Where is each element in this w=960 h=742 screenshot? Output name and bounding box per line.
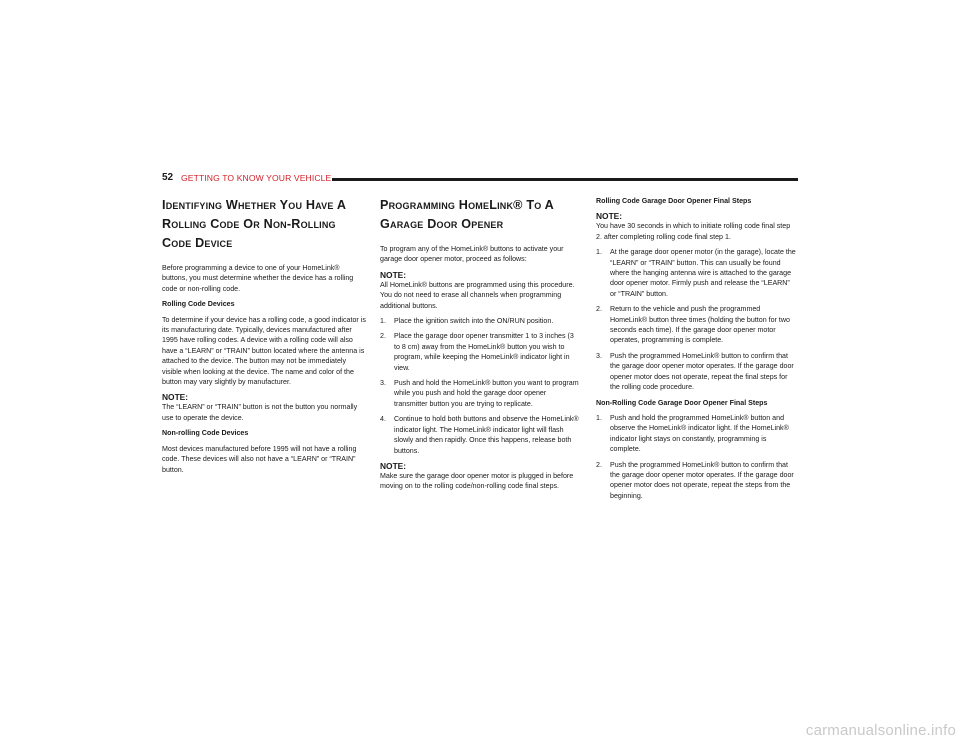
note-label: NOTE:	[380, 460, 407, 471]
subheading-non-rolling-final-steps: Non-Rolling Code Garage Door Opener Final Steps	[596, 398, 768, 407]
list-item	[380, 414, 580, 456]
subheading-rolling-code-devices: Rolling Code Devices	[162, 300, 235, 309]
step-number: 2.	[596, 460, 602, 469]
step-text: Push the programmed HomeLink® button to confirm that the garage door opener motor operates. If the garage door opener motor does not operate, repeat the steps from the beginning.	[610, 460, 794, 500]
heading-programming-homelink: Programming HomeLink® To A Garage Door Opener	[380, 198, 554, 231]
programming-steps-list	[380, 316, 580, 456]
step-number: 2.	[596, 305, 602, 314]
step-text: Return to the vehicle and push the programmed HomeLink® button three times (holding the button for two seconds each time). If the garage door opener motor operates, programming is complete.	[610, 305, 790, 345]
step-number: 2.	[380, 332, 386, 341]
note-text: All HomeLink® buttons are programmed using this procedure. You do not need to erase all channels when programming additional buttons.	[380, 280, 575, 310]
rolling-code-paragraph: To determine if your device has a rolling code, a good indicator is its manufacturing date. Typically, devices manufactured after 1995 have rolling codes. A device with a rolling code will also have a “LEARN” or “TRAIN” button located where the antenna is attached to the device. The button may not be immediately visible when looking at the device. The name and color of the button may vary slightly by manufacturer.	[162, 315, 366, 387]
step-number: 3.	[380, 379, 386, 388]
note-text: You have 30 seconds in which to initiate rolling code final step 2. after completing rolling code final step 1.	[596, 222, 791, 241]
step-number: 1.	[596, 413, 602, 422]
subheading-rolling-code-final-steps: Rolling Code Garage Door Opener Final Steps	[596, 197, 752, 205]
section-title: GETTING TO KNOW YOUR VEHICLE	[181, 173, 332, 183]
step-text: Place the garage door opener transmitter 1 to 3 inches (3 to 8 cm) away from the HomeLink® button you wish to program, while keeping the HomeLink® indicator light in view.	[394, 332, 574, 372]
note-text: Make sure the garage door opener motor is plugged in before moving on to the rolling code/non-rolling code final steps.	[380, 471, 574, 491]
step-number: 4.	[380, 415, 386, 424]
heading-identifying-rolling-code: Identifying Whether You Have A Rolling Code Or Non-Rolling Code Device	[162, 198, 346, 250]
note-label: NOTE:	[380, 269, 407, 280]
non-rolling-final-steps-list	[596, 413, 798, 501]
page-number: 52	[162, 172, 174, 183]
step-number: 1.	[380, 317, 386, 326]
intro-paragraph: Before programming a device to one of your HomeLink® buttons, you must determine whether the device has a rolling code or non-rolling code.	[162, 264, 354, 293]
header-rule	[332, 178, 798, 181]
step-text: Continue to hold both buttons and observe the HomeLink® indicator light. The HomeLink® indicator light will flash slowly and then rapidly. Once this happens, release both buttons.	[394, 415, 579, 455]
column-1	[162, 196, 366, 480]
note-label: NOTE:	[162, 392, 189, 403]
step-text: Push and hold the programmed HomeLink® button and observe the HomeLink® indicator light. If the HomeLink® indicator light stays on constantly, programming is complete.	[610, 413, 789, 454]
step-text: At the garage door opener motor (in the garage), locate the “LEARN” or “TRAIN” button. This can usually be found where the hanging antenna wire is attached to the garage door opener motor. Firmly push and release the “LEARN” or “TRAIN” button.	[610, 248, 796, 298]
list-item	[380, 316, 580, 326]
note-text: The “LEARN” or “TRAIN” button is not the button you normally use to operate the device.	[162, 403, 358, 422]
column-3	[596, 196, 798, 506]
list-item	[596, 304, 798, 346]
column-2	[380, 196, 580, 497]
subheading-non-rolling-code-devices: Non-rolling Code Devices	[162, 429, 249, 438]
intro-paragraph: To program any of the HomeLink® buttons to activate your garage door opener motor, proceed as follows:	[380, 245, 564, 264]
step-text: Push the programmed HomeLink® button to confirm that the garage door opener motor operates. If the garage door opener motor does not operate, repeat the final steps for the rolling code procedure.	[610, 351, 794, 392]
list-item	[596, 247, 798, 299]
step-text: Push and hold the HomeLink® button you want to program while you push and hold the garage door opener transmitter button you are trying to replicate.	[394, 379, 579, 408]
rolling-final-steps-list	[596, 247, 798, 392]
note-label: NOTE:	[596, 211, 623, 222]
list-item	[596, 413, 798, 455]
non-rolling-code-paragraph: Most devices manufactured before 1995 will not have a rolling code. These devices will also not have a “LEARN” or “TRAIN” button.	[162, 444, 357, 474]
step-number: 3.	[596, 351, 602, 360]
list-item	[380, 331, 580, 373]
watermark: carmanualsonline.info	[805, 722, 956, 739]
step-text: Place the ignition switch into the ON/RUN position.	[394, 317, 554, 326]
step-number: 1.	[596, 248, 602, 257]
page-header	[162, 172, 798, 186]
list-item	[596, 351, 798, 393]
list-item	[380, 378, 580, 409]
list-item	[596, 460, 798, 502]
